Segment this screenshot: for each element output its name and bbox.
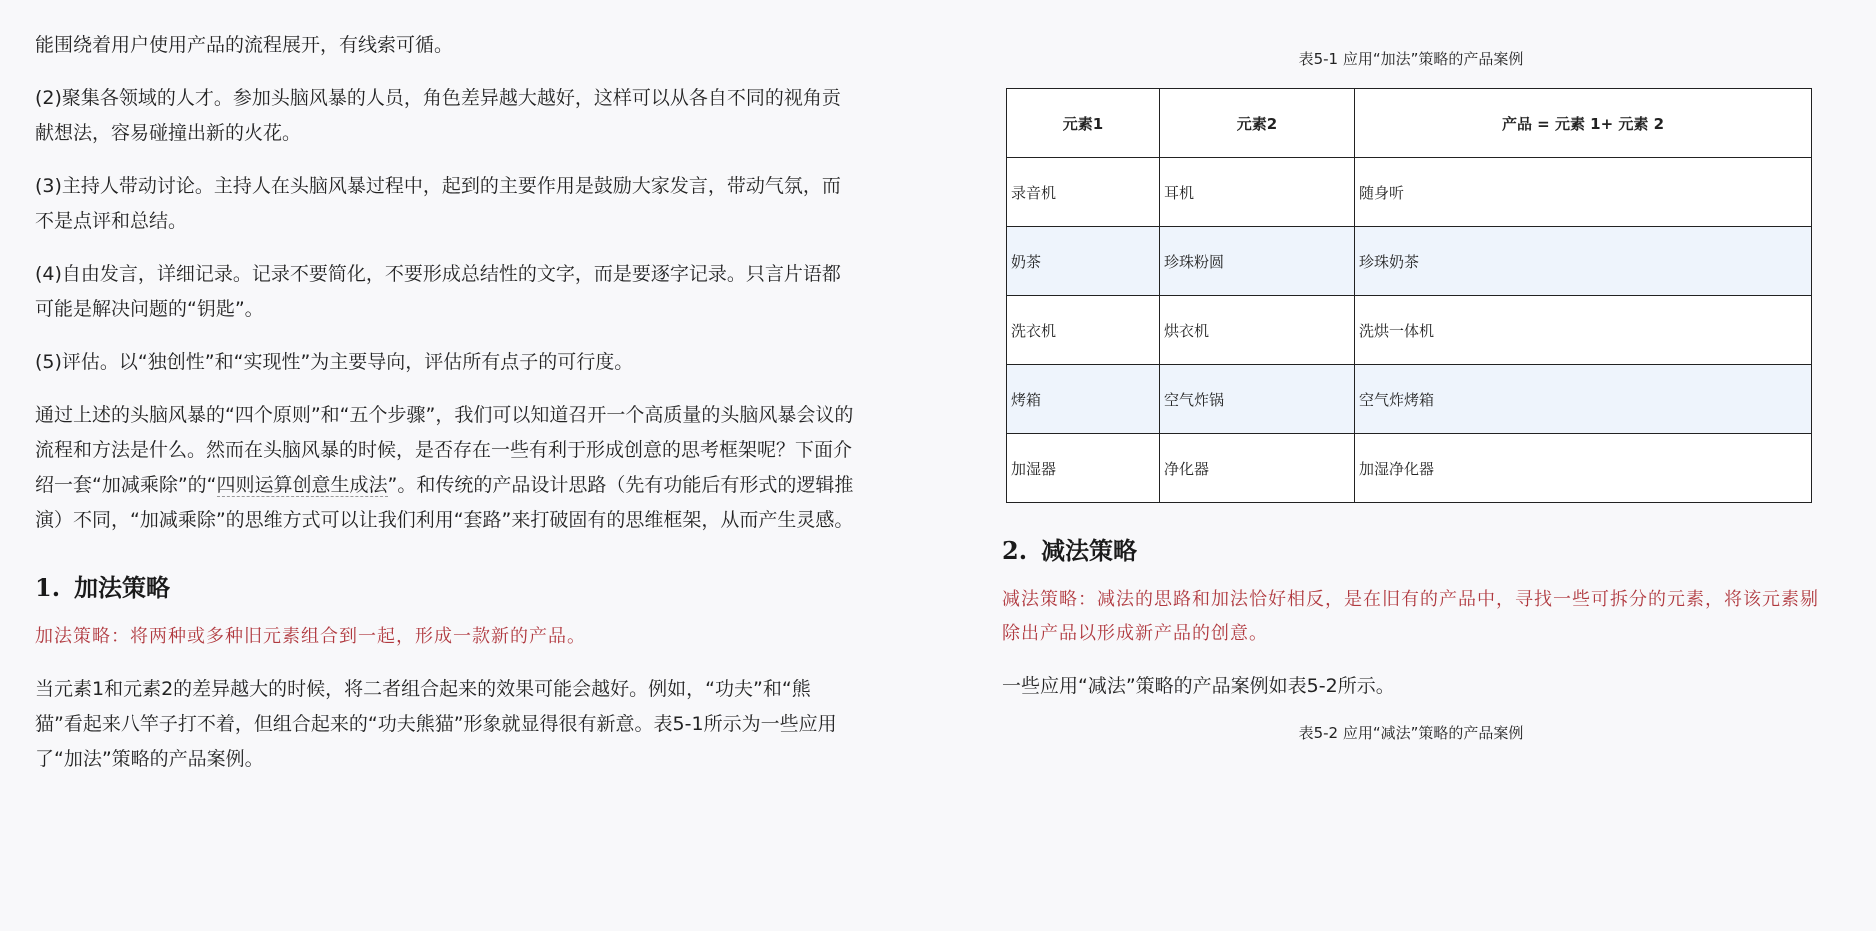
section-title: 加法策略 [74,573,171,602]
left-column [35,28,855,795]
intro-text-a: 通过上述的头脑风暴的“四个原则”和“五个步骤”，我们可以知道召开一个高质量的头脑风暴会议的流程和方法是什么。然而在头脑风暴的时候，是否存在一些有利于形成创意的思考框架呢？下面介绍一套“加减乘除”的“ [35,404,854,496]
table-row [1007,434,1812,503]
table-cell: 空气炸烤箱 [1355,365,1812,434]
section-heading-addition [35,568,855,608]
table-row [1007,296,1812,365]
header-cell: 产品 = 元素 1+ 元素 2 [1355,89,1812,158]
paragraph-subtraction: 一些应用“减法”策略的产品案例如表5-2所示。 [1002,675,1395,697]
table-header-row [1007,89,1812,158]
paragraph-intro [35,398,855,538]
section-title: 减法策略 [1041,536,1138,565]
table-caption-2: 表5-2 应用“减法”策略的产品案例 [1298,724,1524,742]
header-cell: 元素2 [1160,89,1355,158]
paragraph-addition: 当元素1和元素2的差异越大的时候，将二者组合起来的效果可能会越好。例如，“功夫”和“熊猫”看起来八竿子打不着，但组合起来的“功夫熊猫”形象就显得很有新意。表5-1所示为一些应用了“加法”策略的产品案例。 [35,678,837,770]
table-cell: 空气炸锅 [1160,365,1355,434]
section-heading-subtraction [1002,531,1820,571]
table-cell: 录音机 [1007,158,1160,227]
paragraph-step-4: (4)自由发言，详细记录。记录不要简化，不要形成总结性的文字，而是要逐字记录。只言片语都可能是解决问题的“钥匙”。 [35,263,841,320]
table-cell: 加湿净化器 [1355,434,1812,503]
section-number: 2. [1002,536,1028,565]
paragraph-step-5: (5)评估。以“独创性”和“实现性”为主要导向，评估所有点子的可行度。 [35,351,634,373]
table-row [1007,158,1812,227]
table-caption-1: 表5-1 应用“加法”策略的产品案例 [1298,50,1524,68]
paragraph-step-3: (3)主持人带动讨论。主持人在头脑风暴过程中，起到的主要作用是鼓励大家发言，带动气氛，而不是点评和总结。 [35,175,841,232]
table-cell: 烘衣机 [1160,296,1355,365]
definition-subtraction: 减法策略：减法的思路和加法恰好相反，是在旧有的产品中，寻找一些可拆分的元素，将该元素剔除出产品以形成新产品的创意。 [1002,589,1819,644]
addition-cases-table [1006,88,1812,503]
intro-text-b: ”。和传统的产品设计思路（先有功能后有形式的逻辑推演）不同，“加减乘除”的思维方式可以让我们利用“套路”来打破固有的思维框架，从而产生灵感。 [35,474,854,531]
table-cell: 烤箱 [1007,365,1160,434]
table-cell: 随身听 [1355,158,1812,227]
table-row [1007,227,1812,296]
table-cell: 洗衣机 [1007,296,1160,365]
table-cell: 珍珠粉圆 [1160,227,1355,296]
table-cell: 净化器 [1160,434,1355,503]
table-cell: 珍珠奶茶 [1355,227,1812,296]
section-number: 1. [35,573,61,602]
header-cell: 元素1 [1007,89,1160,158]
table-cell: 奶茶 [1007,227,1160,296]
definition-addition: 加法策略：将两种或多种旧元素组合到一起，形成一款新的产品。 [35,626,586,647]
intro-highlight: 四则运算创意生成法 [216,474,388,496]
paragraph-continuation: 能围绕着用户使用产品的流程展开，有线索可循。 [35,34,454,56]
right-column [1002,0,1820,744]
paragraph-step-2: (2)聚集各领域的人才。参加头脑风暴的人员，角色差异越大越好，这样可以从各自不同的视角贡献想法，容易碰撞出新的火花。 [35,87,841,144]
table-cell: 加湿器 [1007,434,1160,503]
table-cell: 洗烘一体机 [1355,296,1812,365]
table-row [1007,365,1812,434]
table-cell: 耳机 [1160,158,1355,227]
